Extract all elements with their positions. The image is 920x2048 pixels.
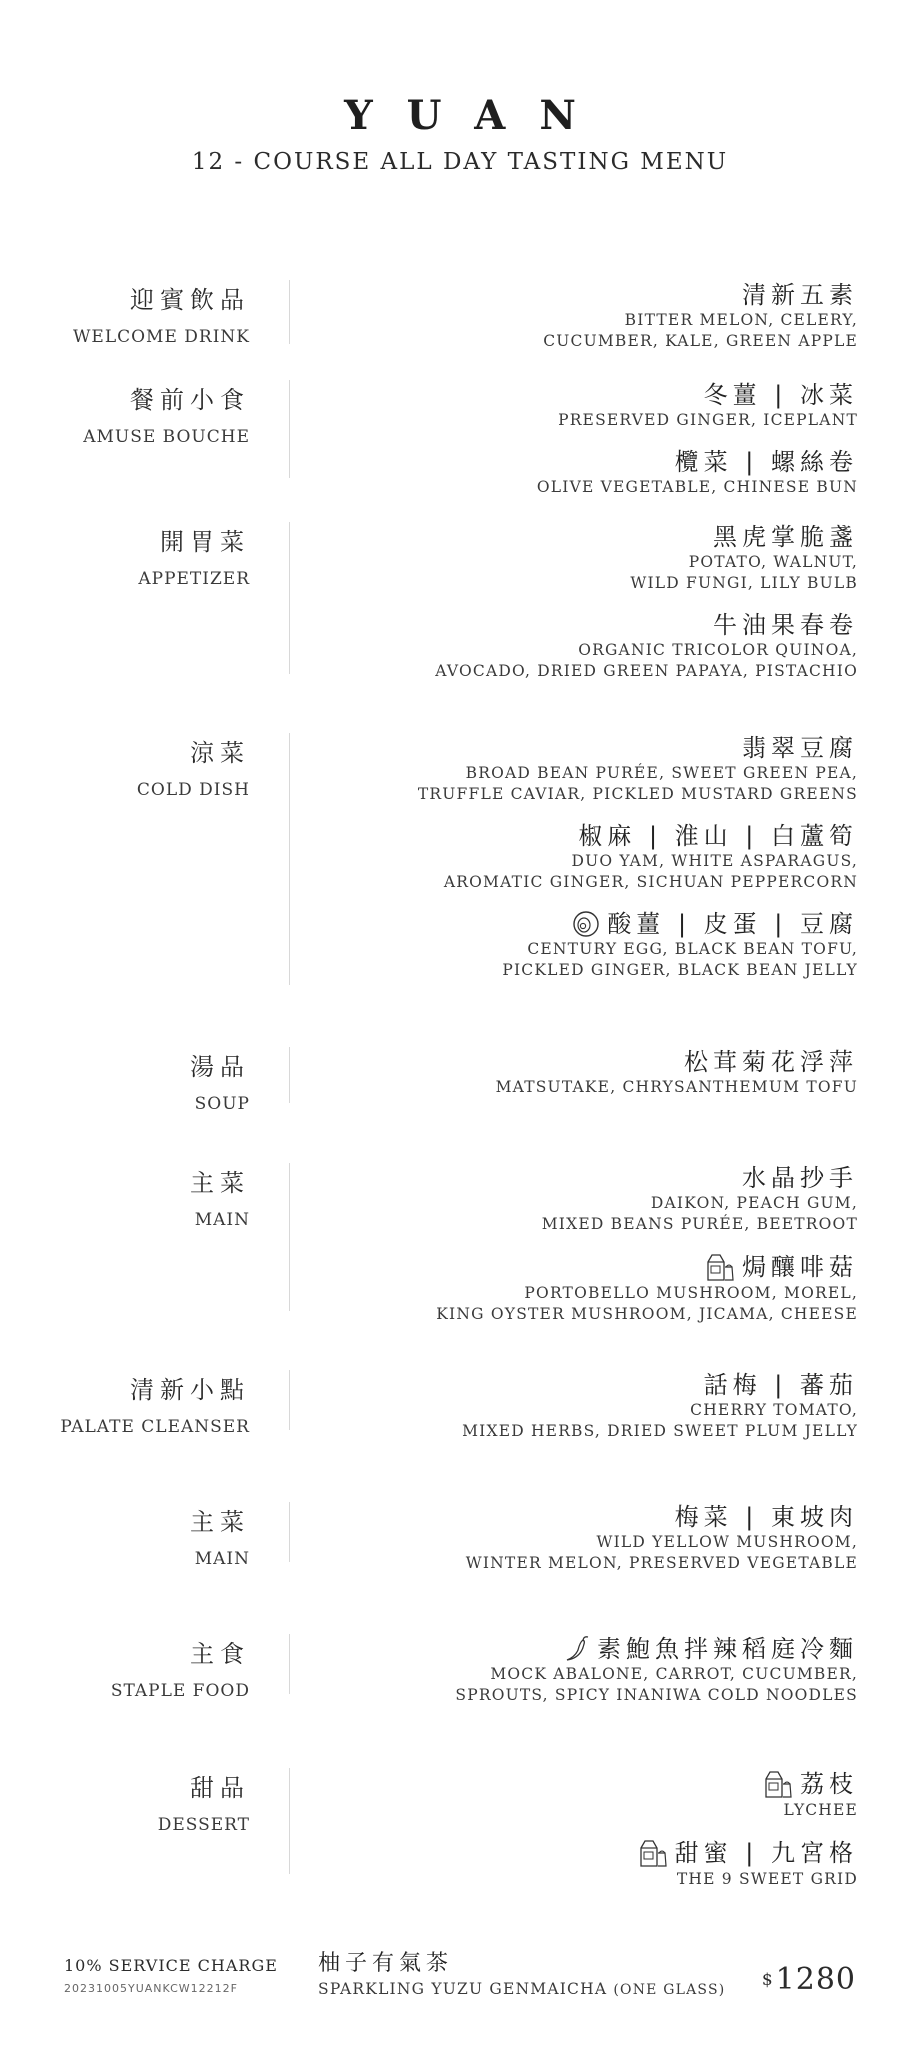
dish-description-line: AROMATIC GINGER, SICHUAN PEPPERCORN <box>443 873 858 891</box>
dish-description-line: CENTURY EGG, BLACK BEAN TOFU, <box>527 940 858 958</box>
dish-name-zh: 水晶抄手 <box>742 1164 858 1192</box>
dish-description-line: AVOCADO, DRIED GREEN PAPAYA, PISTACHIO <box>435 662 858 680</box>
dish-item <box>298 1502 858 1574</box>
dish-name-zh: 欖菜 | 螺絲卷 <box>674 448 858 476</box>
dish-description-line: PICKLED GINGER, BLACK BEAN JELLY <box>502 961 858 979</box>
dish-name-zh: 素鮑魚拌辣稻庭冷麵 <box>597 1635 858 1663</box>
course-dishes <box>298 733 858 981</box>
dish-name-zh: 焗釀啡菇 <box>742 1253 858 1281</box>
dish-name-zh-row <box>298 1768 858 1800</box>
dish-name-zh: 話梅 | 蕃茄 <box>703 1371 858 1399</box>
dairy-icon <box>704 1251 736 1283</box>
dish-item <box>298 1634 858 1706</box>
dish-description-line: KING OYSTER MUSHROOM, JICAMA, CHEESE <box>436 1305 858 1323</box>
dish-name-zh: 酸薑 | 皮蛋 | 豆腐 <box>607 910 858 938</box>
menu-price <box>762 1962 856 1997</box>
drink-name-en <box>318 1980 725 1998</box>
course-divider <box>289 1634 290 1694</box>
dish-item <box>298 380 858 431</box>
course-label-en: SOUP <box>194 1094 250 1114</box>
menu-footer <box>0 1940 920 2000</box>
course-label <box>0 1047 250 1114</box>
dish-description-line: DUO YAM, WHITE ASPARAGUS, <box>571 852 858 870</box>
dairy-icon <box>762 1768 794 1800</box>
course-divider <box>289 1047 290 1103</box>
course-label-en: APPETIZER <box>138 569 250 589</box>
dish-description-line: THE 9 SWEET GRID <box>676 1870 858 1888</box>
dish-name-zh-row <box>298 610 858 640</box>
course-label-zh: 主菜 <box>190 1508 250 1536</box>
dish-name-zh-row <box>298 821 858 851</box>
course-divider <box>289 1768 290 1874</box>
course-label <box>0 1634 250 1701</box>
dish-item <box>298 522 858 594</box>
dish-item <box>298 610 858 682</box>
course-divider <box>289 733 290 985</box>
course-label <box>0 733 250 800</box>
dish-name-zh-row <box>298 1163 858 1193</box>
dish-description-line: CHERRY TOMATO, <box>690 1401 858 1419</box>
dish-description-line: ORGANIC TRICOLOR QUINOA, <box>578 641 858 659</box>
chili-icon <box>561 1634 591 1664</box>
dish-item <box>298 1163 858 1235</box>
dish-item <box>298 280 858 352</box>
dish-item <box>298 1837 858 1890</box>
dish-description-line: MATSUTAKE, CHRYSANTHEMUM TOFU <box>495 1078 858 1096</box>
dish-item <box>298 821 858 893</box>
course-label-zh: 清新小點 <box>130 1376 250 1404</box>
course-dishes <box>298 1768 858 1890</box>
currency-symbol: $ <box>761 1970 773 1990</box>
course-divider <box>289 1502 290 1562</box>
dish-description-line: LYCHEE <box>783 1801 858 1819</box>
course-label <box>0 522 250 589</box>
dish-item <box>298 1768 858 1821</box>
dish-name-zh: 清新五素 <box>742 281 858 309</box>
course-label-zh: 湯品 <box>190 1053 250 1081</box>
dish-name-zh-row <box>298 1251 858 1283</box>
dish-item <box>298 733 858 805</box>
dairy-icon <box>637 1837 669 1869</box>
dish-name-zh-row <box>298 1047 858 1077</box>
dish-description-line: CUCUMBER, KALE, GREEN APPLE <box>543 332 858 350</box>
course-dishes <box>298 1502 858 1574</box>
dish-name-zh: 甜蜜 | 九宮格 <box>674 1839 858 1867</box>
course-label <box>0 280 250 347</box>
dish-description-line: MIXED HERBS, DRIED SWEET PLUM JELLY <box>462 1422 858 1440</box>
course-dishes <box>298 1370 858 1442</box>
dish-description-line: DAIKON, PEACH GUM, <box>650 1194 858 1212</box>
dish-name-zh-row <box>298 1837 858 1869</box>
course-divider <box>289 522 290 674</box>
course-label <box>0 1370 250 1437</box>
course-label <box>0 1502 250 1569</box>
dish-name-zh-row <box>298 1370 858 1400</box>
course-label-zh: 主菜 <box>190 1169 250 1197</box>
drink-serving-note: (ONE GLASS) <box>613 1982 726 1998</box>
course-label-zh: 主食 <box>190 1640 250 1668</box>
service-charge-note: 10% SERVICE CHARGE <box>64 1956 278 1975</box>
course-label-en: MAIN <box>194 1549 250 1569</box>
course-label-zh: 涼菜 <box>190 739 250 767</box>
dish-description-line: OLIVE VEGETABLE, CHINESE BUN <box>536 478 858 496</box>
dish-description-line: PORTOBELLO MUSHROOM, MOREL, <box>524 1284 858 1302</box>
drink-name-en-text: SPARKLING YUZU GENMAICHA <box>318 1980 608 1998</box>
egg-icon <box>571 909 601 939</box>
course-label-zh: 迎賓飲品 <box>130 286 250 314</box>
course-dishes <box>298 1047 858 1098</box>
dish-description-line: SPROUTS, SPICY INANIWA COLD NOODLES <box>455 1686 858 1704</box>
dish-name-zh-row <box>298 447 858 477</box>
course-dishes <box>298 280 858 352</box>
course-label-en: WELCOME DRINK <box>72 327 250 347</box>
course-label <box>0 1768 250 1835</box>
dish-description-line: MIXED BEANS PURÉE, BEETROOT <box>541 1215 858 1233</box>
dish-name-zh-row <box>298 380 858 410</box>
course-label-en: COLD DISH <box>136 780 250 800</box>
course-divider <box>289 1370 290 1430</box>
dish-description-line: BROAD BEAN PURÉE, SWEET GREEN PEA, <box>465 764 858 782</box>
course-label-en: AMUSE BOUCHE <box>83 427 250 447</box>
course-label-zh: 甜品 <box>190 1774 250 1802</box>
dish-name-zh-row <box>298 522 858 552</box>
course-label <box>0 1163 250 1230</box>
course-label-en: PALATE CLEANSER <box>60 1417 250 1437</box>
course-dishes <box>298 380 858 498</box>
course-divider <box>289 1163 290 1311</box>
course-label-en: MAIN <box>194 1210 250 1230</box>
dish-name-zh: 黑虎掌脆盞 <box>713 523 858 551</box>
dish-description-line: MOCK ABALONE, CARROT, CUCUMBER, <box>490 1665 858 1683</box>
course-label <box>0 380 250 447</box>
dish-description-line: WILD FUNGI, LILY BULB <box>630 574 858 592</box>
dish-name-zh: 荔枝 <box>800 1770 858 1798</box>
drink-name-zh: 柚子有氣茶 <box>318 1951 454 1976</box>
dish-name-zh-row <box>298 733 858 763</box>
dish-description-line: POTATO, WALNUT, <box>688 553 858 571</box>
course-divider <box>289 380 290 478</box>
dish-name-zh: 松茸菊花浮萍 <box>684 1048 858 1076</box>
dish-name-zh-row <box>298 1502 858 1532</box>
course-label-en: DESSERT <box>157 1815 250 1835</box>
dish-item <box>298 1370 858 1442</box>
dish-name-zh-row <box>298 909 858 939</box>
menu-header <box>0 92 920 175</box>
restaurant-name: YUAN <box>344 92 610 139</box>
dish-name-zh: 牛油果春卷 <box>713 611 858 639</box>
course-dishes <box>298 1163 858 1325</box>
course-label-en: STAPLE FOOD <box>110 1681 250 1701</box>
menu-code: 20231005YUANKCW12212F <box>64 1982 239 1995</box>
dish-item <box>298 447 858 498</box>
dish-name-zh: 椒麻 | 淮山 | 白蘆筍 <box>578 822 858 850</box>
dish-name-zh: 冬薑 | 冰菜 <box>703 381 858 409</box>
dish-item <box>298 1047 858 1098</box>
dish-description-line: BITTER MELON, CELERY, <box>624 311 858 329</box>
dish-description-line: WINTER MELON, PRESERVED VEGETABLE <box>465 1554 858 1572</box>
dish-item <box>298 1251 858 1325</box>
course-divider <box>289 280 290 344</box>
course-dishes <box>298 522 858 682</box>
dish-name-zh-row <box>298 1634 858 1664</box>
dish-name-zh-row <box>298 280 858 310</box>
menu-subtitle: 12 - COURSE ALL DAY TASTING MENU <box>191 149 729 175</box>
course-label-zh: 餐前小食 <box>130 386 250 414</box>
dish-name-zh: 翡翠豆腐 <box>742 734 858 762</box>
price-amount: 1280 <box>775 1962 856 1997</box>
course-label-zh: 開胃菜 <box>160 528 250 556</box>
dish-name-zh: 梅菜 | 東坡肉 <box>674 1503 858 1531</box>
dish-description-line: TRUFFLE CAVIAR, PICKLED MUSTARD GREENS <box>417 785 858 803</box>
dish-description-line: PRESERVED GINGER, ICEPLANT <box>558 411 858 429</box>
dish-item <box>298 909 858 981</box>
course-dishes <box>298 1634 858 1706</box>
dish-description-line: WILD YELLOW MUSHROOM, <box>596 1533 858 1551</box>
